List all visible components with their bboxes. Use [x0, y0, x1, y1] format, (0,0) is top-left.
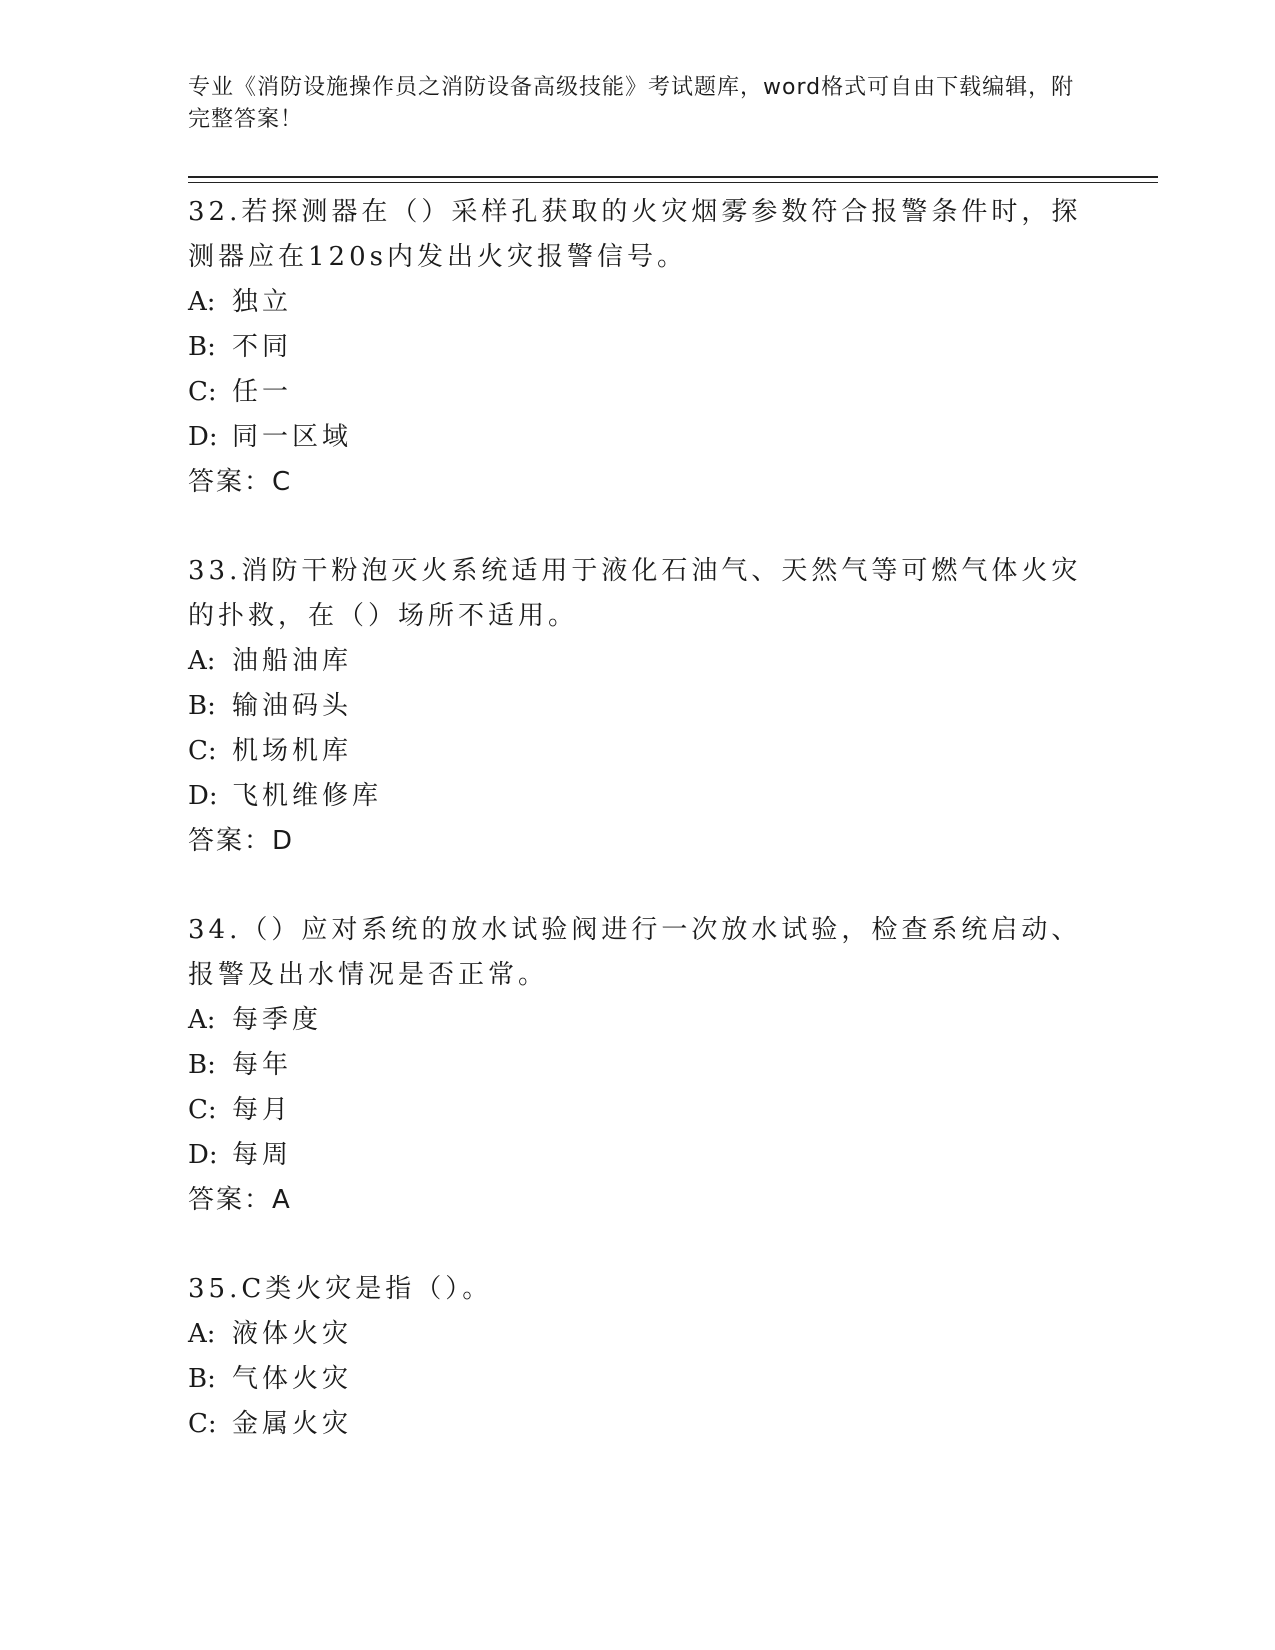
option-text: 每周	[232, 1140, 293, 1170]
option-letter: C:	[188, 1409, 217, 1439]
answer-line: 答案：D	[188, 826, 295, 856]
option-letter: A:	[188, 287, 216, 317]
option-text: 每月	[232, 1095, 293, 1125]
option-a	[188, 280, 1088, 325]
option-text: 金属火灾	[232, 1409, 353, 1439]
option-text: 液体火灾	[232, 1319, 353, 1349]
question-text: 34.（）应对系统的放水试验阀进行一次放水试验，检查系统启动、报警及出水情况是否正常。	[188, 915, 1082, 990]
question-list	[188, 190, 1088, 1491]
option-b	[188, 1043, 1088, 1088]
option-letter: A:	[188, 1005, 216, 1035]
option-letter: D:	[188, 781, 218, 811]
option-b	[188, 1357, 1088, 1402]
option-text: 每年	[232, 1050, 293, 1080]
question-text: 33.消防干粉泡灭火系统适用于液化石油气、天然气等可燃气体火灾的扑救，在（）场所不适用。	[188, 556, 1082, 631]
option-letter: B:	[188, 691, 216, 721]
option-text: 同一区域	[232, 422, 353, 452]
option-c	[188, 1402, 1088, 1447]
option-b	[188, 684, 1088, 729]
option-letter: A:	[188, 646, 216, 676]
answer-line: 答案：A	[188, 1185, 292, 1215]
option-letter: B:	[188, 1364, 216, 1394]
option-a	[188, 1312, 1088, 1357]
option-b	[188, 325, 1088, 370]
option-letter: B:	[188, 332, 216, 362]
option-text: 机场机库	[232, 736, 353, 766]
option-c	[188, 1088, 1088, 1133]
question-35	[188, 1267, 1088, 1447]
header-divider-thin	[188, 182, 1158, 183]
option-text: 飞机维修库	[232, 781, 383, 811]
question-34	[188, 908, 1088, 1223]
question-text: 32.若探测器在（）采样孔获取的火灾烟雾参数符合报警条件时，探测器应在120s内发出火灾报警信号。	[188, 197, 1082, 272]
option-c	[188, 370, 1088, 415]
option-letter: D:	[188, 422, 218, 452]
option-c	[188, 729, 1088, 774]
option-letter: D:	[188, 1140, 218, 1170]
option-text: 不同	[232, 332, 293, 362]
option-letter: B:	[188, 1050, 216, 1080]
option-letter: C:	[188, 377, 217, 407]
header-divider-thick	[188, 176, 1158, 178]
question-32	[188, 190, 1088, 505]
answer-line: 答案：C	[188, 467, 293, 497]
option-text: 输油码头	[232, 691, 353, 721]
option-a	[188, 998, 1088, 1043]
option-letter: C:	[188, 736, 217, 766]
option-text: 油船油库	[232, 646, 353, 676]
option-d	[188, 415, 1088, 460]
option-text: 任一	[232, 377, 293, 407]
option-d	[188, 774, 1088, 819]
document-header: 专业《消防设施操作员之消防设备高级技能》考试题库，word格式可自由下载编辑，附完整答案！	[188, 75, 1075, 132]
option-text: 气体火灾	[232, 1364, 353, 1394]
option-d	[188, 1133, 1088, 1178]
option-letter: A:	[188, 1319, 216, 1349]
option-text: 独立	[232, 287, 293, 317]
question-33	[188, 549, 1088, 864]
option-letter: C:	[188, 1095, 217, 1125]
option-text: 每季度	[232, 1005, 323, 1035]
question-text: 35.C类火灾是指（）。	[188, 1274, 493, 1304]
option-a	[188, 639, 1088, 684]
